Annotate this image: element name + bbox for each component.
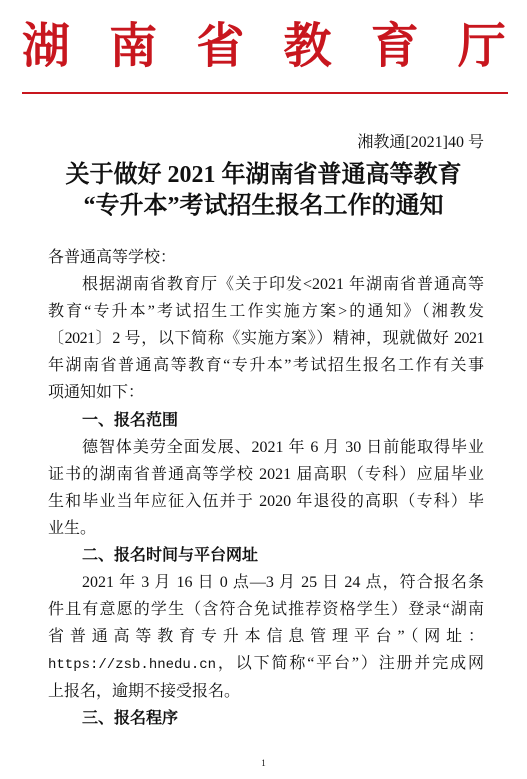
paragraph-line: 项通知如下： (48, 384, 145, 402)
paragraph-line: 证书的湖南省普通高等学校 2021 届高职（专科）应届毕业 (48, 465, 484, 483)
agency-name-char: 南 (109, 18, 158, 74)
paragraph-line: 上报名，逾期不接受报名。 (48, 682, 241, 700)
paragraph-line: 件且有意愿的学生（含符合免试推荐资格学生）登录“湖南 (48, 601, 484, 619)
registration-website-url: https://zsb.hnedu.cn (48, 657, 217, 674)
document-title (0, 160, 527, 222)
section-heading: 三、报名程序 (82, 709, 179, 727)
paragraph-line: 业生。 (48, 519, 97, 537)
paragraph-line: 2021 年 3 月 16 日 0 点—3 月 25 日 24 点，符合报名条 (82, 574, 484, 592)
paragraph-line: 生和毕业当年应征入伍并于 2020 年退役的高职（专科）毕 (48, 492, 484, 510)
section-heading: 一、报名范围 (82, 411, 179, 429)
agency-name-char: 厅 (457, 18, 506, 74)
paragraph-line: 省普通高等教育专升本信息管理平台”（网址： (48, 628, 484, 646)
paragraph-line: 年湖南省普通高等教育“专升本”考试招生报名工作有关事 (48, 357, 484, 375)
paragraph-line: 〔2021〕2 号，以下简称《实施方案》）精神，现就做好 2021 (48, 330, 484, 348)
paragraph-line (48, 650, 484, 677)
paragraph-line: 根据湖南省教育厅《关于印发<2021 年湖南省普通高等 (82, 276, 484, 294)
document-title-line: “专升本”考试招生报名工作的通知 (83, 193, 444, 219)
agency-name-char: 湖 (21, 18, 70, 74)
agency-name-char: 教 (283, 18, 332, 74)
section-paragraph (48, 569, 484, 704)
paragraph-line: 教育“专升本”考试招生工作实施方案>的通知》（湘教发 (48, 303, 484, 321)
document-title-line: 关于做好 2021 年湖南省普通高等教育 (65, 162, 462, 188)
paragraph-line-text: ，以下简称“平台”）注册并完成网 (216, 655, 484, 673)
salutation: 各普通高等学校： (48, 249, 177, 266)
section-heading: 二、报名时间与平台网址 (82, 547, 259, 565)
agency-name-char: 育 (370, 18, 419, 74)
paragraph-line: 德智体美劳全面发展、2021 年 6 月 30 日前能取得毕业 (82, 438, 484, 456)
document-number: 湘教通[2021]40 号 (357, 134, 484, 151)
document-body (48, 244, 484, 732)
section-paragraph (48, 434, 484, 542)
header-divider-line (22, 92, 508, 94)
intro-paragraph (48, 271, 484, 406)
agency-name-char: 省 (196, 18, 245, 74)
page-number: 1 (261, 758, 266, 768)
issuing-agency-header (20, 19, 508, 73)
